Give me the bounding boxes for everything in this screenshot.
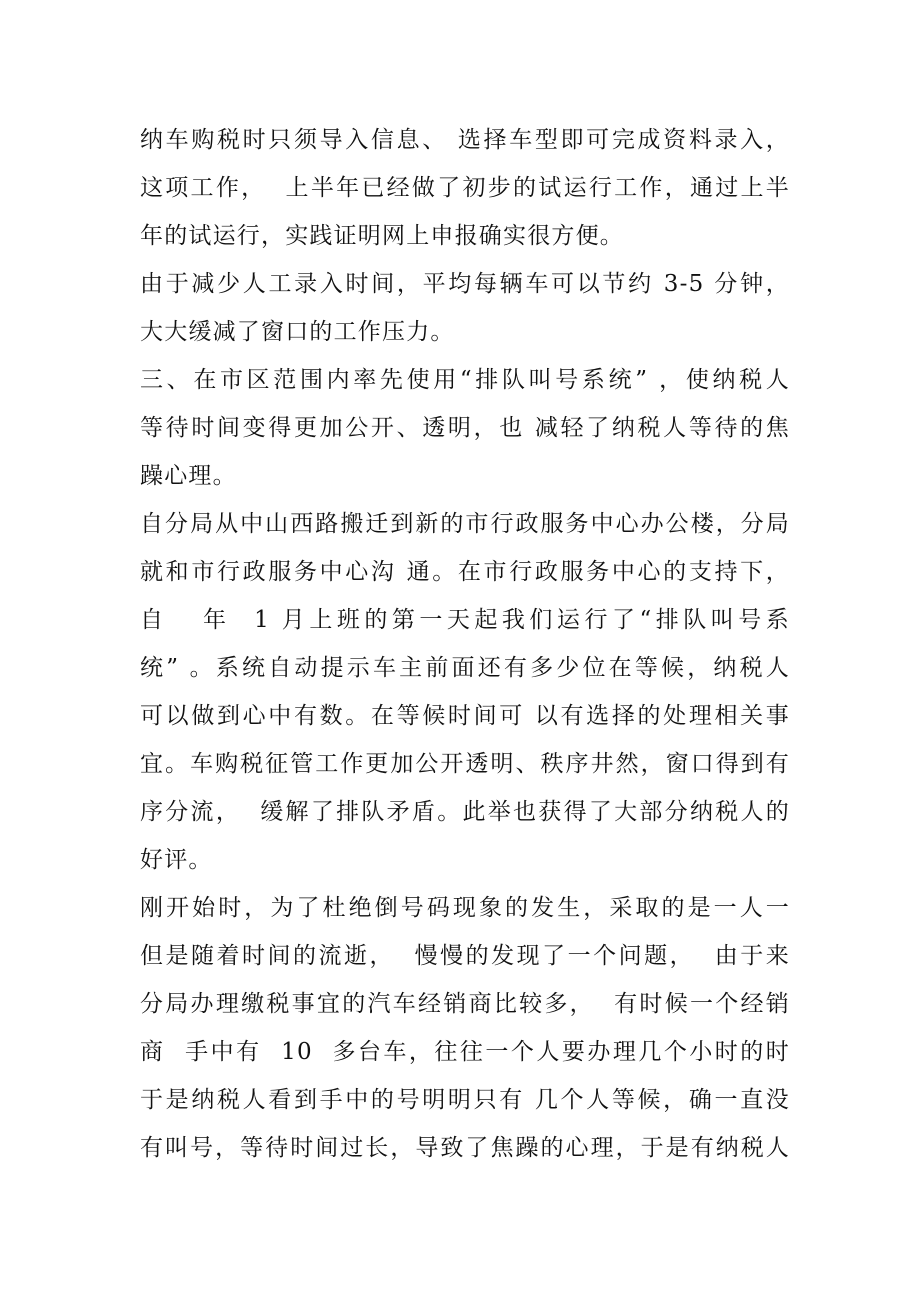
text-line: 有叫号，等待时间过长，导致了焦躁的心理，于是有纳税人 [140, 1135, 790, 1161]
text-line: 商 手中有 10 多台车，往往一个人要办理几个小时的时 [140, 1039, 790, 1065]
text-line: 好评。 [140, 847, 213, 873]
text-line: 序分流， 缓解了排队矛盾。此举也获得了大部分纳税人的 [140, 799, 790, 825]
text-line: 等待时间变得更加公开、透明，也 减轻了纳税人等待的焦 [140, 415, 790, 441]
text-line: 但是随着时间的流逝， 慢慢的发现了一个问题， 由于来 [140, 943, 790, 969]
text-line: 三、在市区范围内率先使用“排队叫号系统” ，使纳税人 [140, 367, 790, 393]
text-line: 刚开始时，为了杜绝倒号码现象的发生，采取的是一人一 [140, 895, 790, 921]
text-line: 就和市行政服务中心沟 通。在市行政服务中心的支持下， [140, 559, 790, 585]
text-line: 自 年 1 月上班的第一天起我们运行了“排队叫号系 [140, 607, 790, 633]
text-line: 宜。车购税征管工作更加公开透明、秩序井然，窗口得到有 [140, 751, 790, 777]
body-text [140, 116, 790, 1172]
text-line: 分局办理缴税事宜的汽车经销商比较多， 有时候一个经销 [140, 991, 790, 1017]
text-line: 于是纳税人看到手中的号明明只有 几个人等候，确一直没 [140, 1087, 790, 1113]
text-line: 年的试运行，实践证明网上申报确实很方便。 [140, 223, 624, 249]
text-line: 纳车购税时只须导入信息、 选择车型即可完成资料录入， [140, 127, 790, 153]
text-line: 自分局从中山西路搬迁到新的市行政服务中心办公楼，分局 [140, 511, 790, 537]
text-line: 统” 。系统自动提示车主前面还有多少位在等候，纳税人 [140, 655, 790, 681]
text-line: 由于减少人工录入时间，平均每辆车可以节约 3-5 分钟， [140, 271, 790, 297]
text-line: 躁心理。 [140, 463, 237, 489]
text-line: 这项工作， 上半年已经做了初步的试运行工作，通过上半 [140, 175, 790, 201]
text-line: 大大缓减了窗口的工作压力。 [140, 319, 455, 345]
text-line: 可以做到心中有数。在等候时间可 以有选择的处理相关事 [140, 703, 790, 729]
